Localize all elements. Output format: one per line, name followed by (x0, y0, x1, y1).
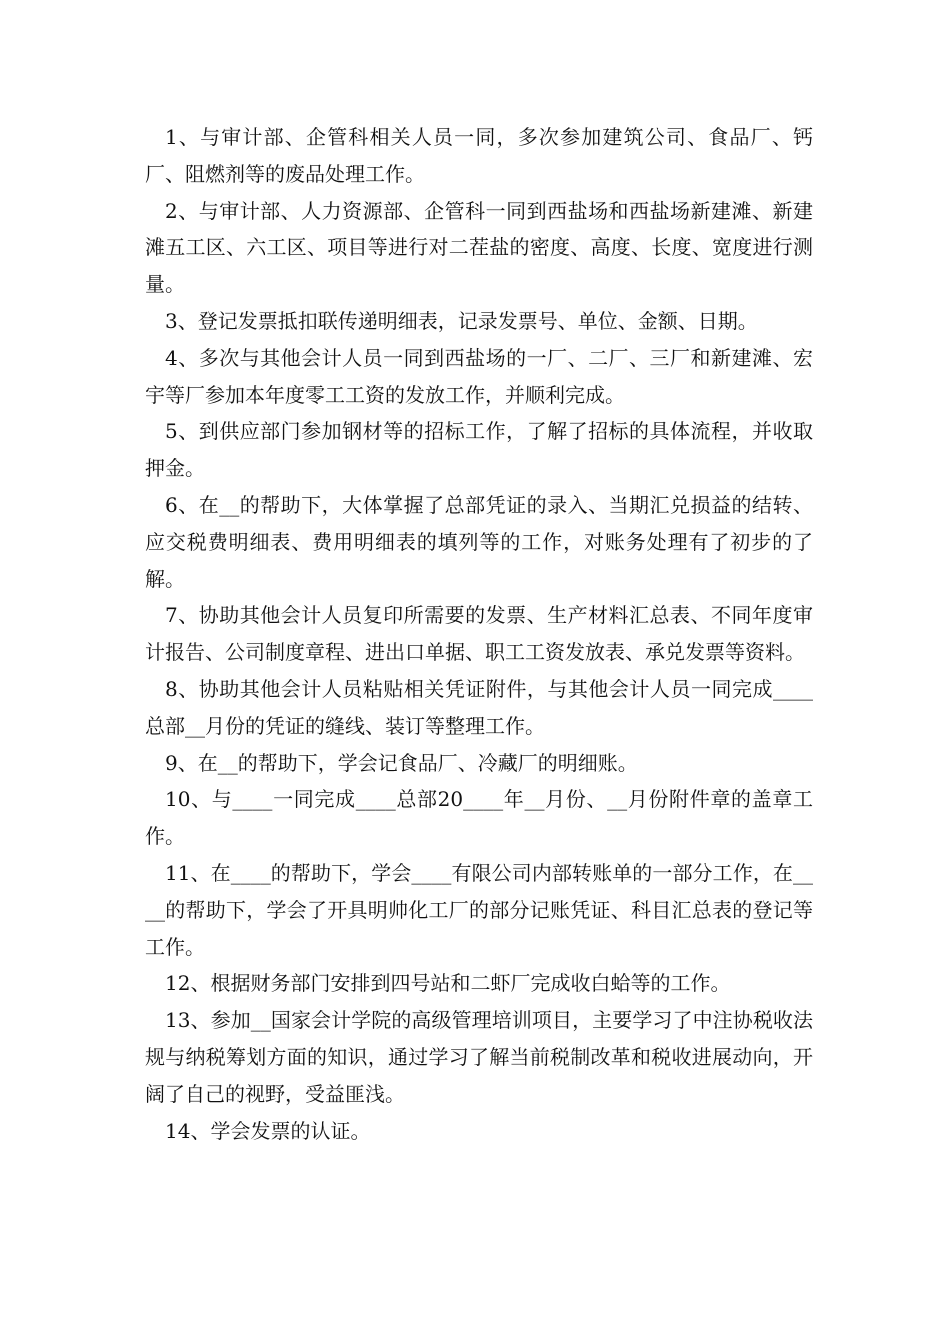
paragraph-1: 1、与审计部、企管科相关人员一同，多次参加建筑公司、食品厂、钙厂、阻燃剂等的废品处理工作。 (145, 125, 813, 186)
document-body (145, 119, 813, 1149)
paragraph-11: 11、在____的帮助下，学会____有限公司内部转账单的一部分工作，在____的帮助下，学会了开具明帅化工厂的部分记账凭证、科目汇总表的登记等工作。 (145, 860, 813, 959)
paragraph-13: 13、参加__国家会计学院的高级管理培训项目，主要学习了中注协税收法规与纳税筹划方面的知识，通过学习了解当前税制改革和税收进展动向，开阔了自己的视野，受益匪浅。 (145, 1008, 813, 1106)
paragraph-9: 9、在__的帮助下，学会记食品厂、冷藏厂的明细账。 (165, 750, 638, 775)
paragraph-3: 3、登记发票抵扣联传递明细表，记录发票号、单位、金额、日期。 (165, 308, 758, 333)
paragraph-6: 6、在__的帮助下，大体掌握了总部凭证的录入、当期汇兑损益的结转、应交税费明细表、费用明细表的填列等的工作，对账务处理有了初步的了解。 (145, 492, 813, 591)
paragraph-12: 12、根据财务部门安排到四号站和二虾厂完成收白蛤等的工作。 (165, 971, 731, 996)
paragraph-10: 10、与____一同完成____总部20____年__月份、__月份附件章的盖章工作。 (145, 787, 813, 849)
paragraph-2: 2、与审计部、人力资源部、企管科一同到西盐场和西盐场新建滩、新建滩五工区、六工区、项目等进行对二茬盐的密度、高度、长度、宽度进行测量。 (145, 198, 813, 297)
paragraph-14: 14、学会发票的认证。 (165, 1118, 371, 1143)
paragraph-4: 4、多次与其他会计人员一同到西盐场的一厂、二厂、三厂和新建滩、宏宇等厂参加本年度零工工资的发放工作，并顺利完成。 (145, 345, 813, 407)
paragraph-8: 8、协助其他会计人员粘贴相关凭证附件，与其他会计人员一同完成____总部__月份的凭证的缝线、装订等整理工作。 (145, 676, 813, 738)
paragraph-5: 5、到供应部门参加钢材等的招标工作，了解了招标的具体流程，并收取押金。 (145, 419, 813, 481)
paragraph-7: 7、协助其他会计人员复印所需要的发票、生产材料汇总表、不同年度审计报告、公司制度章程、进出口单据、职工工资发放表、承兑发票等资料。 (145, 603, 813, 665)
